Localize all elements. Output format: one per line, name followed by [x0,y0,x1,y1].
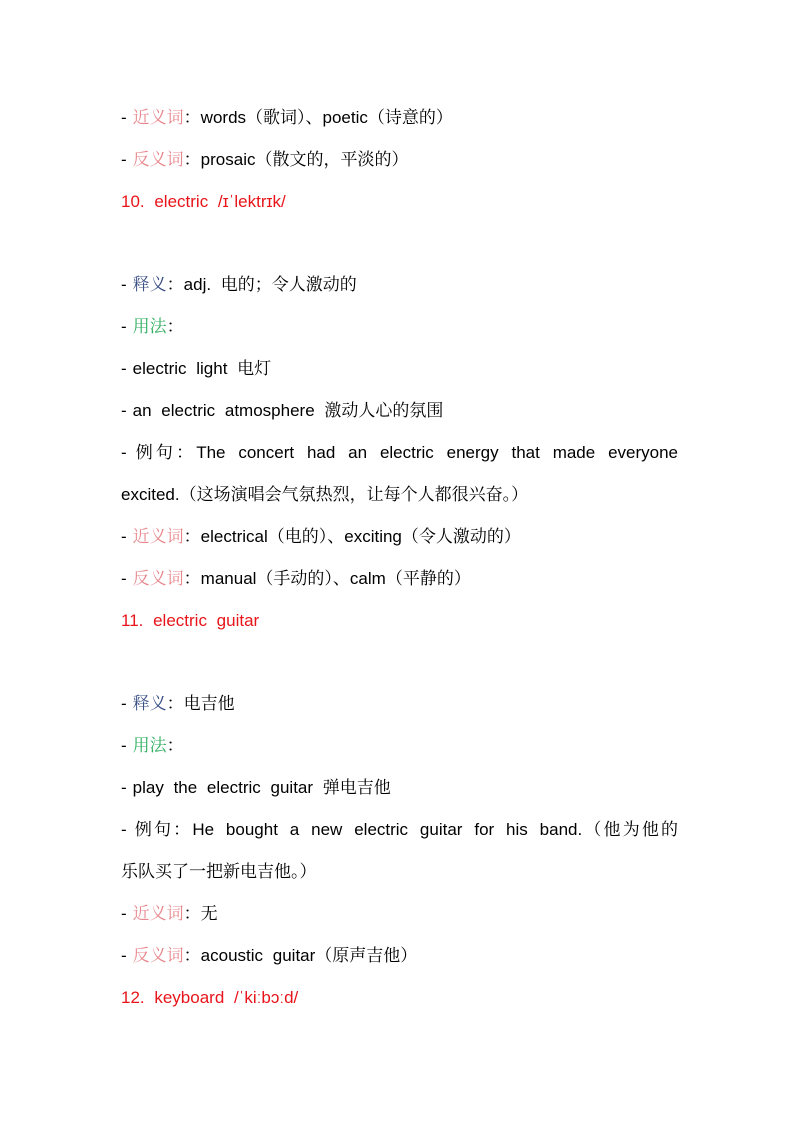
definition-line [121,274,678,296]
example-line [121,819,678,841]
bullet-dash: - [121,443,127,462]
bullet-dash: - [121,150,127,169]
example-text: ：He bought a new electric guitar for his band.（他为他的 [173,820,679,839]
bullet-dash: - [121,359,127,378]
synonym-line [121,526,678,548]
antonym-line [121,149,678,171]
bullet-dash: - [121,820,127,839]
example-label: 例句 [132,443,177,463]
usage-colon: ： [166,317,184,336]
entry-heading-11: 11. electric guitar [121,611,260,630]
bullet-dash: - [121,401,127,420]
usage-item [121,777,678,799]
synonym-text: ：electrical（电的）、exciting（令人激动的） [183,527,521,546]
synonym-line [121,107,678,129]
example-line-continued: 乐队买了一把新电吉他。） [121,862,317,881]
synonym-label: 近义词 [132,527,184,547]
antonym-label: 反义词 [132,946,184,966]
antonym-text: ：prosaic（散文的，平淡的） [183,150,409,169]
synonym-label: 近义词 [132,108,184,128]
usage-colon: ： [166,736,184,755]
usage-line [121,735,678,757]
bullet-dash: - [121,946,127,965]
antonym-label: 反义词 [132,569,184,589]
example-text: ：The concert had an electric energy that made everyone [176,443,679,462]
antonym-line [121,945,678,967]
bullet-dash: - [121,275,127,294]
bullet-dash: - [121,569,127,588]
usage-item-text: electric light 电灯 [132,359,272,378]
usage-line [121,316,678,338]
definition-label: 释义 [132,275,167,295]
example-line-continued: excited.（这场演唱会气氛热烈，让每个人都很兴奋。） [121,485,529,504]
antonym-label: 反义词 [132,150,184,170]
bullet-dash: - [121,778,127,797]
definition-text: ：电吉他 [166,694,235,713]
usage-item-text: an electric atmosphere 激动人心的氛围 [132,401,444,420]
usage-label: 用法 [132,317,167,337]
synonym-label: 近义词 [132,904,184,924]
bullet-dash: - [121,108,127,127]
example-line [121,442,678,464]
usage-item-text: play the electric guitar 弹电吉他 [132,778,391,797]
example-label: 例句 [132,820,174,840]
antonym-text: ：manual（手动的）、calm（平静的） [183,569,471,588]
bullet-dash: - [121,527,127,546]
bullet-dash: - [121,317,127,336]
bullet-dash: - [121,694,127,713]
definition-line [121,693,678,715]
synonym-text: ：words（歌词）、poetic（诗意的） [183,108,453,127]
definition-text: ：adj. 电的；令人激动的 [166,275,357,294]
synonym-line [121,903,678,925]
usage-item [121,358,678,380]
entry-heading-12: 12. keyboard /ˈkiːbɔːd/ [121,988,299,1007]
antonym-text: ：acoustic guitar（原声吉他） [183,946,418,965]
antonym-line [121,568,678,590]
entry-heading-10: 10. electric /ɪˈlektrɪk/ [121,192,286,211]
synonym-text: ：无 [183,904,218,923]
bullet-dash: - [121,736,127,755]
definition-label: 释义 [132,694,167,714]
usage-label: 用法 [132,736,167,756]
bullet-dash: - [121,904,127,923]
usage-item [121,400,678,422]
